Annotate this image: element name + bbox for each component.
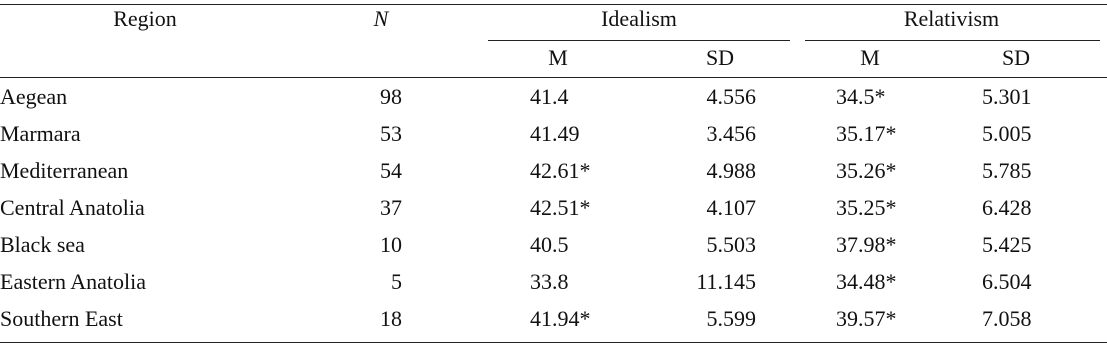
row-n: 18: [380, 306, 402, 331]
header-bottom-rule: [0, 77, 1107, 78]
row-region: Mediterranean: [0, 158, 129, 183]
row-region: Aegean: [0, 84, 68, 109]
row-relativism-sd: 6.504: [982, 269, 1032, 294]
row-n: 37: [380, 195, 402, 220]
row-relativism-m: 34.48*: [836, 269, 897, 294]
row-relativism-m: 35.25*: [836, 195, 897, 220]
row-idealism-m: 33.8: [530, 269, 569, 294]
header-region: Region: [113, 6, 177, 31]
header-relativism-sd: SD: [1001, 45, 1031, 70]
row-idealism-sd: 4.988: [706, 158, 756, 183]
row-idealism-sd: 5.503: [706, 232, 756, 257]
header-relativism-m: M: [860, 45, 880, 70]
row-idealism-m: 42.51*: [530, 195, 591, 220]
row-idealism-sd: 5.599: [706, 306, 756, 331]
table-top-rule: [0, 4, 1107, 5]
header-idealism: Idealism: [601, 6, 677, 31]
header-idealism-sd: SD: [705, 45, 735, 70]
row-idealism-m: 41.49: [530, 121, 580, 146]
row-idealism-m: 41.4: [530, 84, 569, 109]
row-n: 5: [391, 269, 402, 294]
header-n: N: [373, 6, 389, 31]
row-idealism-sd: 3.456: [706, 121, 756, 146]
row-n: 54: [380, 158, 402, 183]
row-region: Central Anatolia: [0, 195, 145, 220]
row-n: 10: [380, 232, 402, 257]
row-relativism-m: 35.26*: [836, 158, 897, 183]
row-region: Marmara: [0, 121, 81, 146]
relativism-group-rule: [805, 40, 1100, 41]
row-n: 53: [380, 121, 402, 146]
row-idealism-sd: 11.145: [696, 269, 756, 294]
row-relativism-sd: 5.005: [982, 121, 1032, 146]
row-region: Southern East: [0, 306, 123, 331]
row-n: 98: [380, 84, 402, 109]
row-idealism-sd: 4.556: [706, 84, 756, 109]
row-relativism-sd: 7.058: [982, 306, 1032, 331]
row-relativism-m: 39.57*: [836, 306, 897, 331]
row-relativism-sd: 6.428: [982, 195, 1032, 220]
row-relativism-m: 34.5*: [836, 84, 886, 109]
row-relativism-sd: 5.425: [982, 232, 1032, 257]
row-idealism-m: 41.94*: [530, 306, 591, 331]
header-relativism: Relativism: [903, 6, 1000, 31]
row-idealism-m: 40.5: [530, 232, 569, 257]
row-relativism-m: 35.17*: [836, 121, 897, 146]
row-idealism-m: 42.61*: [530, 158, 591, 183]
idealism-group-rule: [488, 40, 790, 41]
row-relativism-sd: 5.785: [982, 158, 1032, 183]
header-idealism-m: M: [548, 45, 568, 70]
table-bottom-rule: [0, 342, 1107, 343]
row-region: Black sea: [0, 232, 85, 257]
row-idealism-sd: 4.107: [706, 195, 756, 220]
row-region: Eastern Anatolia: [0, 269, 147, 294]
row-relativism-m: 37.98*: [836, 232, 897, 257]
row-relativism-sd: 5.301: [982, 84, 1032, 109]
